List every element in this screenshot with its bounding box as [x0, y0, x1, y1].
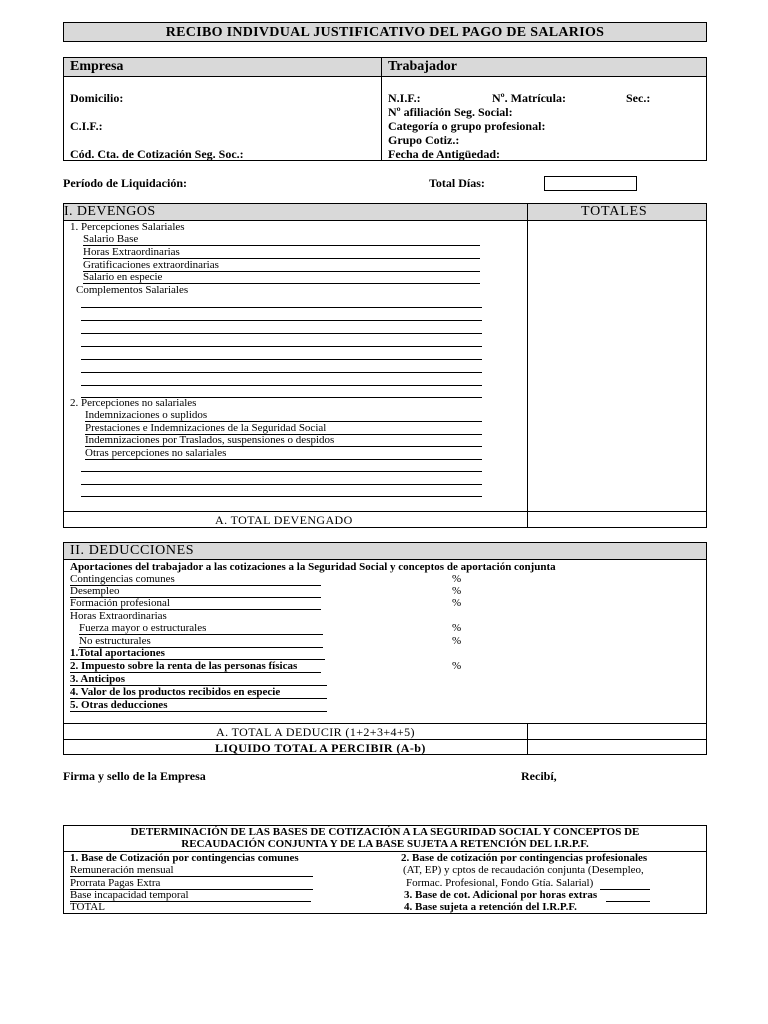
deducciones-divider [527, 723, 528, 755]
total-line [70, 913, 311, 914]
otras-deducciones-item: 5. Otras deducciones [70, 699, 168, 711]
bases-right-sub2: Formac. Profesional, Fondo Gtía. Salarial) [406, 877, 594, 889]
total-devengado-label: A. TOTAL DEVENGADO [215, 513, 353, 527]
otras-deducciones-line [70, 711, 327, 712]
bases-heading-line1: DETERMINACIÓN DE LAS BASES DE COTIZACIÓN A LA SEGURIDAD SOCIAL Y CONCEPTOS DE [130, 826, 640, 838]
matricula-label: Nº. Matrícula: [492, 91, 566, 105]
complemento-line [81, 359, 482, 360]
complemento-line [81, 385, 482, 386]
irpf-item: 2. Impuesto sobre la renta de las personas físicas [70, 660, 298, 672]
salario-base-item: Salario Base [83, 233, 139, 245]
form-title: RECIBO INDIVDUAL JUSTIFICATIVO DEL PAGO DE SALARIOS [165, 25, 605, 40]
total-dias-label: Total Días: [429, 176, 485, 190]
formacion-percent: % [452, 597, 462, 609]
contingencias-percent: % [452, 573, 462, 585]
horas-extra-item: Horas Extraordinarias [83, 246, 180, 258]
total-aportaciones-item: 1.Total aportaciones [70, 647, 165, 659]
cif-label: C.I.F.: [70, 119, 103, 133]
indemnizaciones-traslados-item: Indemnizaciones por Traslados, suspensiones o despidos [85, 434, 335, 446]
otras-percepciones-line [85, 459, 482, 460]
indemnizaciones-suplidos-item: Indemnizaciones o suplidos [85, 409, 208, 421]
base-adicional-line [606, 901, 650, 902]
total-item: TOTAL [70, 901, 105, 913]
complemento-line [81, 320, 482, 321]
prestaciones-item: Prestaciones e Indemnizaciones de la Seguridad Social [85, 422, 327, 434]
bases-right-heading: 2. Base de cotización por contingencias profesionales [401, 852, 648, 864]
cod-cta-label: Cód. Cta. de Cotización Seg. Soc.: [70, 147, 244, 161]
no-salarial-blank-line [81, 471, 482, 472]
desempleo-item: Desempleo [70, 585, 120, 597]
base-adicional-item: 3. Base de cot. Adicional por horas extras [404, 889, 598, 901]
total-dias-field[interactable] [544, 176, 637, 191]
base-incapacidad-item: Base incapacidad temporal [70, 889, 189, 901]
sec-label: Sec.: [626, 91, 651, 105]
no-salarial-blank-line [81, 496, 482, 497]
total-deducir-row-top [63, 723, 707, 724]
categoria-label: Categoría o grupo profesional: [388, 119, 546, 133]
liquido-label: LIQUIDO TOTAL A PERCIBIR (A-b) [215, 741, 426, 755]
anticipos-item: 3. Anticipos [70, 673, 126, 685]
percepciones-no-salariales-heading: 2. Percepciones no salariales [70, 397, 197, 409]
header-divider [381, 57, 382, 161]
prorrata-item: Prorrata Pagas Extra [70, 877, 161, 889]
empresa-label: Empresa [70, 59, 124, 74]
salario-especie-item: Salario en especie [83, 271, 163, 283]
formacion-item: Formación profesional [70, 597, 170, 609]
complementos-heading: Complementos Salariales [76, 284, 189, 296]
afiliacion-label: Nº afiliación Seg. Social: [388, 105, 513, 119]
complemento-line [81, 333, 482, 334]
form-title-box [63, 22, 707, 42]
base-irpf-line [604, 913, 654, 914]
no-estructurales-item: No estructurales [79, 635, 151, 647]
horas-extra-ded-item: Horas Extraordinarias [70, 610, 167, 622]
domicilio-label: Domicilio: [70, 91, 124, 105]
periodo-label: Período de Liquidación: [63, 176, 188, 190]
base-irpf-item: 4. Base sujeta a retención del I.R.P.F. [404, 901, 577, 913]
complemento-line [81, 307, 482, 308]
aportaciones-heading: Aportaciones del trabajador a las cotizaciones a la Seguridad Social y conceptos de aportación conjunta [70, 561, 556, 573]
remuneracion-item: Remuneración mensual [70, 864, 174, 876]
recibi-label: Recibí, [521, 769, 557, 783]
bases-left-heading: 1. Base de Cotización por contingencias comunes [70, 852, 299, 864]
otras-percepciones-item: Otras percepciones no salariales [85, 447, 227, 459]
nif-label: N.I.F.: [388, 91, 421, 105]
desempleo-percent: % [452, 585, 462, 597]
percepciones-salariales-heading: 1. Percepciones Salariales [70, 221, 185, 233]
fuerza-mayor-percent: % [452, 622, 462, 634]
devengos-heading: I. DEVENGOS [64, 204, 156, 219]
gratificaciones-item: Gratificaciones extraordinarias [83, 259, 219, 271]
contingencias-item: Contingencias comunes [70, 573, 175, 585]
valor-productos-item: 4. Valor de los productos recibidos en especie [70, 686, 281, 698]
complemento-line [81, 346, 482, 347]
deducciones-heading: II. DEDUCCIONES [70, 543, 195, 558]
devengos-divider [527, 203, 528, 528]
bases-heading-line2: RECAUDACIÓN CONJUNTA Y DE LA BASE SUJETA A RETENCIÓN DEL I.R.P.F. [181, 838, 589, 850]
no-salarial-blank-line [81, 484, 482, 485]
totales-heading: TOTALES [581, 204, 648, 219]
firma-empresa-label: Firma y sello de la Empresa [63, 769, 206, 783]
irpf-percent: % [452, 660, 462, 672]
no-estructurales-percent: % [452, 635, 462, 647]
fuerza-mayor-item: Fuerza mayor o estructurales [79, 622, 207, 634]
bases-right-sub1: (AT, EP) y cptos de recaudación conjunta (Desempleo, [403, 864, 644, 876]
bases-right-sub2-line [600, 889, 650, 890]
trabajador-label: Trabajador [388, 59, 457, 74]
total-devengado-row-top [63, 511, 707, 512]
grupo-cotiz-label: Grupo Cotiz.: [388, 133, 460, 147]
fecha-antiguedad-label: Fecha de Antigüedad: [388, 147, 501, 161]
base-incapacidad-line [70, 901, 311, 902]
complemento-line [81, 372, 482, 373]
total-deducir-label: A. TOTAL A DEDUCIR (1+2+3+4+5) [216, 725, 415, 739]
